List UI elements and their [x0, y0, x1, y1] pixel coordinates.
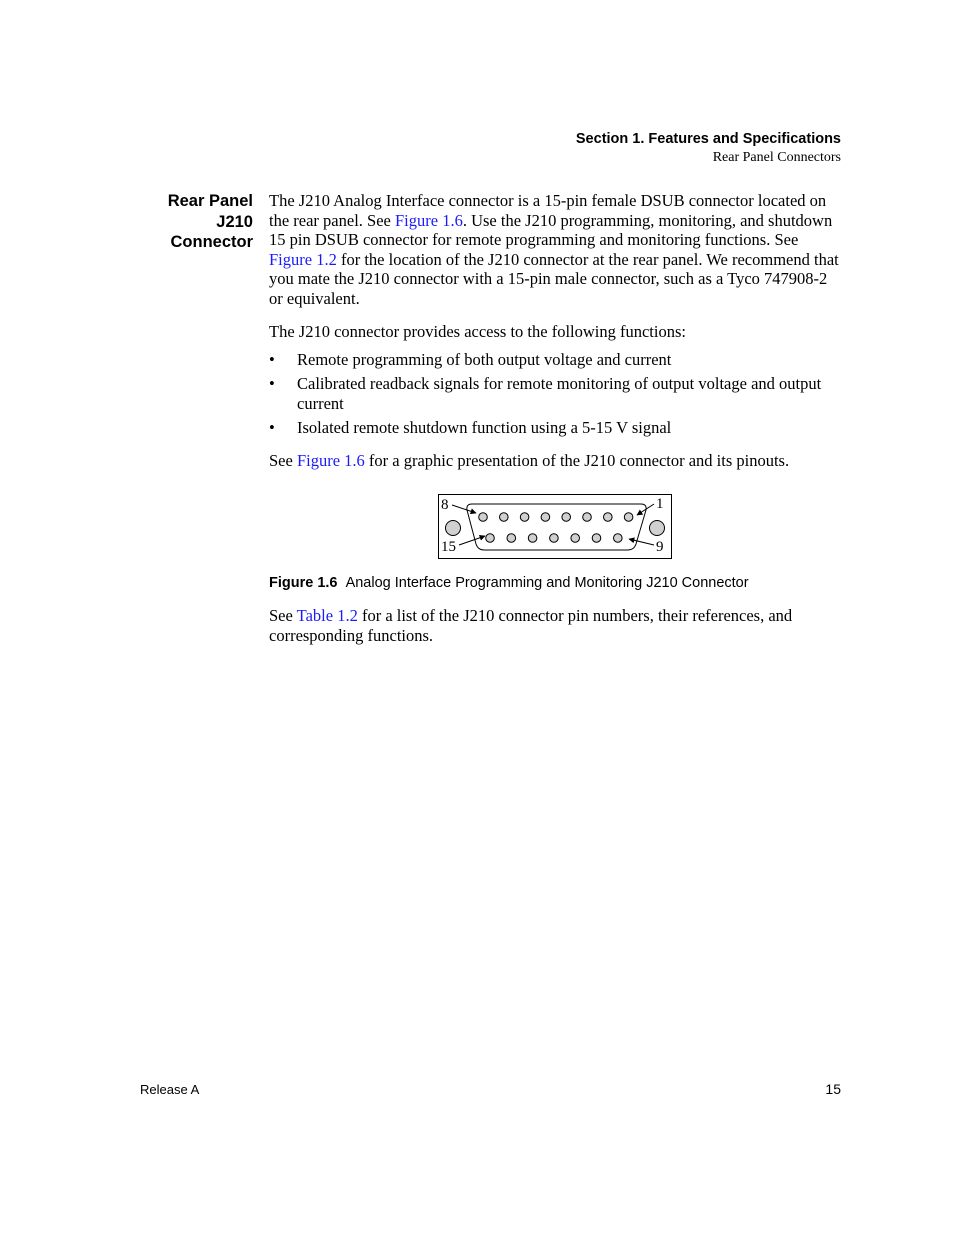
side-heading-line3: Connector: [170, 233, 253, 251]
figure-1-6-link-2[interactable]: Figure 1.6: [296, 451, 365, 470]
top-row-pin: [583, 513, 592, 522]
dsub-connector-figure: [438, 494, 672, 559]
side-heading: [140, 191, 253, 253]
table-1-2-link[interactable]: Table 1.2: [296, 606, 358, 625]
figure-1-2-link[interactable]: Figure 1.2: [269, 249, 337, 269]
connector-shell: [467, 504, 646, 550]
bottom-pin-row: [486, 534, 622, 543]
top-row-pin: [562, 513, 571, 522]
list-item-text: Calibrated readback signals for remote monitoring of output voltage and output current: [297, 374, 822, 413]
bottom-row-pin: [528, 534, 537, 543]
bottom-row-pin: [486, 534, 495, 543]
top-row-pin: [479, 513, 488, 522]
intro-text-2: . Use the J210 programming, monitoring, and shutdown 15 pin DSUB connector for remote programming and monitoring functions. See: [269, 210, 833, 250]
mounting-hole-right: [650, 521, 665, 536]
section-title: Section 1. Features and Specifications: [575, 131, 841, 147]
bullet-icon: •: [269, 374, 275, 394]
top-row-pin: [500, 513, 509, 522]
bullet-icon: •: [269, 417, 275, 437]
bottom-row-pin: [592, 534, 601, 543]
pin-label-8: 8: [441, 497, 449, 513]
top-row-pin: [520, 513, 529, 522]
list-item: [269, 350, 842, 370]
figure-caption-label: Figure 1.6: [269, 575, 338, 591]
bottom-row-pin: [614, 534, 623, 543]
figure-reference-paragraph: [269, 451, 842, 471]
list-item: [269, 374, 842, 413]
bottom-row-pin: [550, 534, 559, 543]
list-item: [269, 418, 842, 438]
see-text-2: See: [269, 606, 297, 625]
pin-label-1: 1: [656, 496, 664, 512]
list-item-text: Remote programming of both output voltage and current: [297, 350, 672, 369]
figure-1-6-link[interactable]: Figure 1.6: [394, 210, 463, 230]
footer-release: Release A: [140, 1082, 200, 1097]
side-heading-line1: Rear Panel: [167, 192, 253, 210]
figure-caption-text: Analog Interface Programming and Monitoring J210 Connector: [345, 575, 749, 591]
table-reference-paragraph: [269, 606, 842, 645]
mounting-hole-left: [446, 521, 461, 536]
figure-caption: [269, 575, 749, 591]
intro-paragraph: [269, 191, 842, 309]
top-row-pin: [624, 513, 633, 522]
functions-intro: The J210 connector provides access to the following functions:: [269, 322, 686, 341]
figure-reference-text: for a graphic presentation of the J210 connector and its pinouts.: [364, 451, 790, 470]
bullet-icon: •: [269, 350, 275, 369]
dsub-connector-diagram: [439, 495, 671, 558]
section-subtitle: Rear Panel Connectors: [712, 150, 841, 165]
pointer-arrow-8: [452, 505, 476, 513]
intro-text-3: for the location of the J210 connector at the rear panel. We recommend that you mate the J210 connector with a 15-pin male connector, such as a Tyco 747908-2 or equivalent.: [269, 249, 839, 308]
functions-list: [269, 350, 842, 442]
pin-label-15: 15: [441, 539, 456, 555]
see-text: See: [269, 451, 297, 470]
pointer-arrow-15: [459, 536, 485, 545]
top-row-pin: [541, 513, 550, 522]
pin-label-9: 9: [656, 539, 664, 555]
table-reference-text: for a list of the J210 connector pin numbers, their references, and corresponding functions.: [269, 606, 793, 645]
intro-text-1: The J210 Analog Interface connector is a 15-pin female DSUB connector located on the rear panel. See: [269, 191, 827, 230]
list-item-text: Isolated remote shutdown function using a 5-15 V signal: [297, 417, 672, 437]
page-number: 15: [825, 1081, 841, 1097]
bottom-row-pin: [507, 534, 516, 543]
side-heading-line2: J210: [216, 212, 253, 231]
pointer-arrow-9: [629, 539, 654, 545]
top-row-pin: [604, 513, 613, 522]
bottom-row-pin: [571, 534, 580, 543]
top-pin-row: [479, 513, 633, 522]
